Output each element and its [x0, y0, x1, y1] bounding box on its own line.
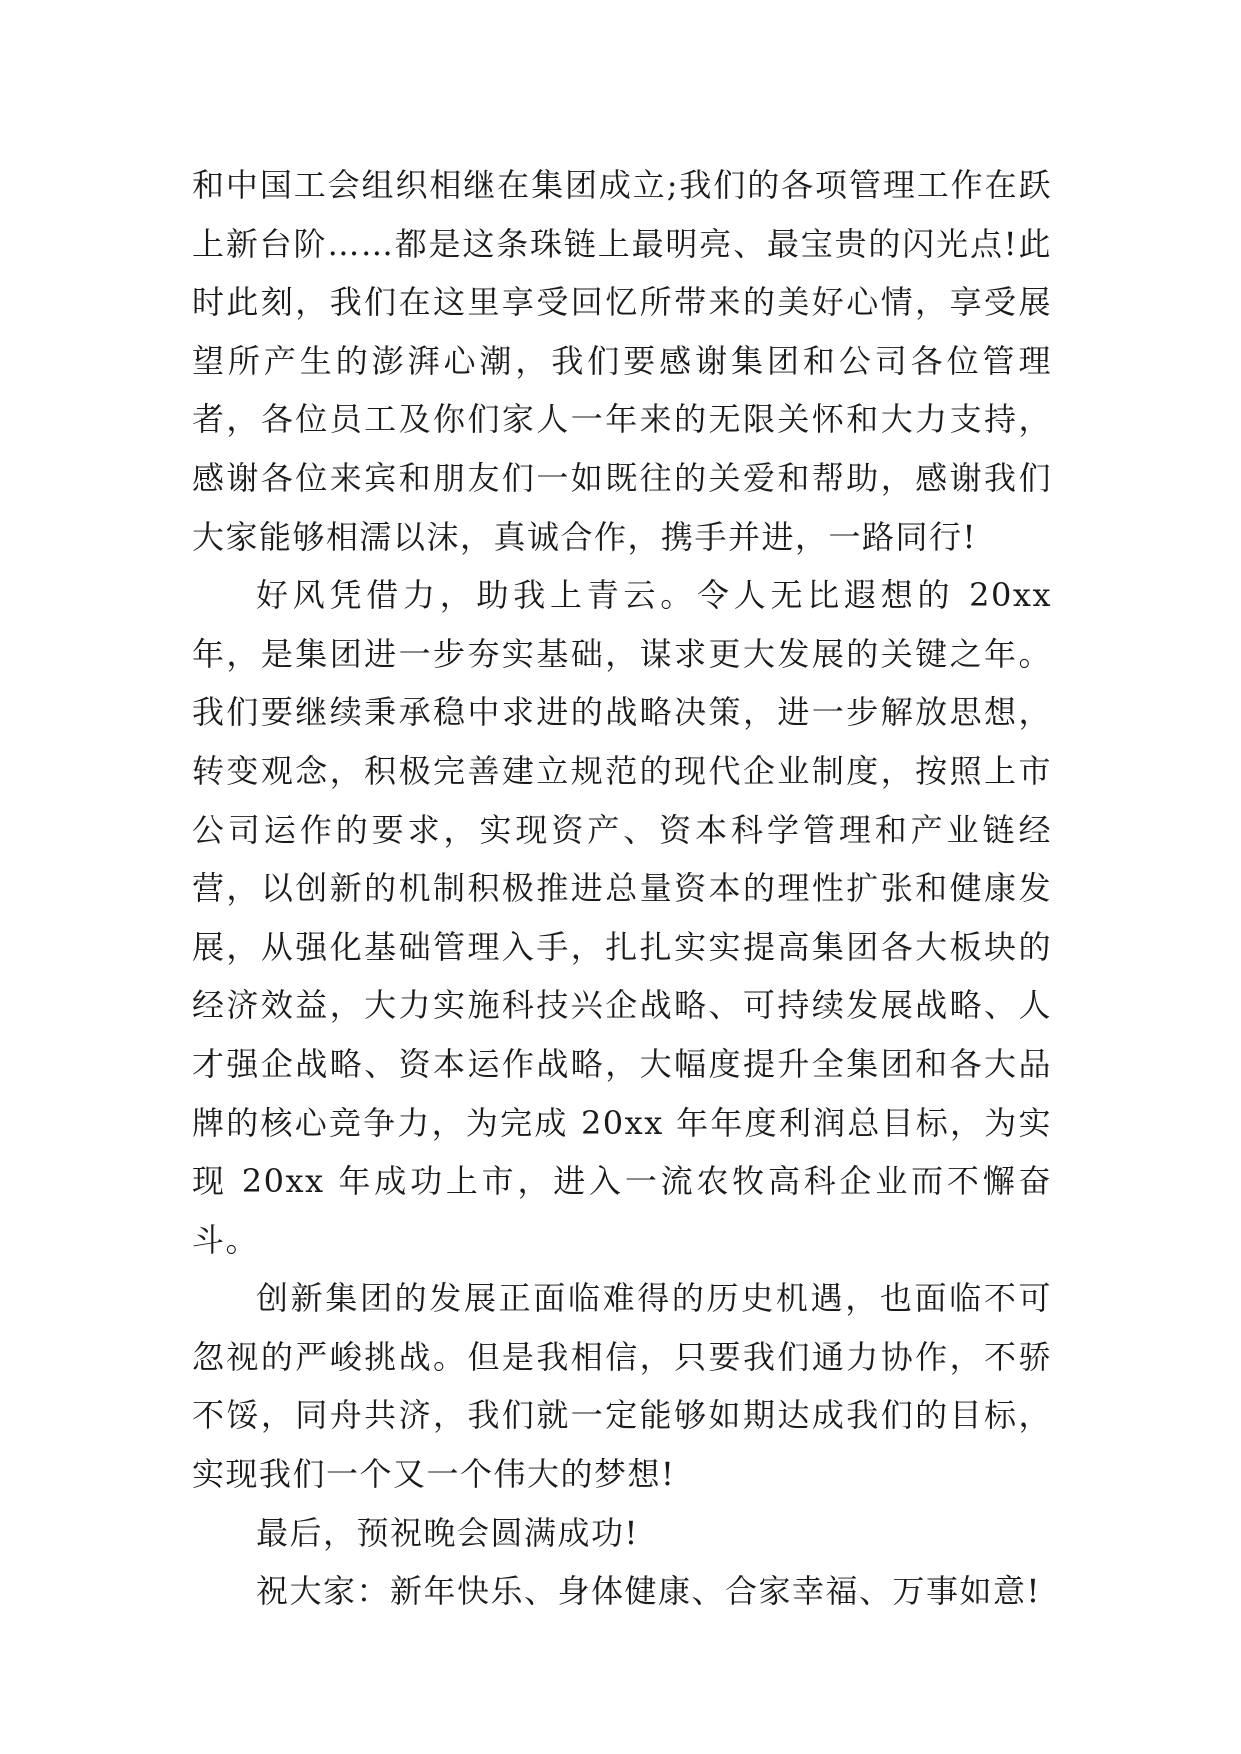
- paragraph-2: 好风凭借力，助我上青云。令人无比遐想的 20xx 年，是集团进一步夯实基础，谋求更大发展的关键之年。我们要继续秉承稳中求进的战略决策，进一步解放思想，转变观念，积极完善建立规范的现代企业制度，按照上市公司运作的要求，实现资产、资本科学管理和产业链经营，以创新的机制积极推进总量资本的理性扩张和健康发展，从强化基础管理入手，扎扎实实提高集团各大板块的经济效益，大力实施科技兴企战略、可持续发展战略、人才强企战略、资本运作战略，大幅度提升全集团和各大品牌的核心竞争力，为完成 20xx 年年度利润总目标，为实现 20xx 年成功上市，进入一流农牧高科企业而不懈奋斗。: [192, 576, 1052, 1259]
- paragraph-1: 和中国工会组织相继在集团成立;我们的各项管理工作在跃上新台阶……都是这条珠链上最明亮、最宝贵的闪光点!此时此刻，我们在这里享受回忆所带来的美好心情，享受展望所产生的澎湃心潮，我们要感谢集团和公司各位管理者，各位员工及你们家人一年来的无限关怀和大力支持，感谢各位来宾和朋友们一如既往的关爱和帮助，感谢我们大家能够相濡以沫，真诚合作，携手并进，一路同行!: [192, 166, 1052, 556]
- paragraph-3: 创新集团的发展正面临难得的历史机遇，也面临不可忽视的严峻挑战。但是我相信，只要我们通力协作，不骄不馁，同舟共济，我们就一定能够如期达成我们的目标，实现我们一个又一个伟大的梦想!: [192, 1279, 1052, 1494]
- paragraph-4: 最后，预祝晚会圆满成功!: [256, 1513, 639, 1552]
- paragraph-5: 祝大家：新年快乐、身体健康、合家幸福、万事如意!: [256, 1572, 1041, 1611]
- document-body: [192, 156, 1052, 1621]
